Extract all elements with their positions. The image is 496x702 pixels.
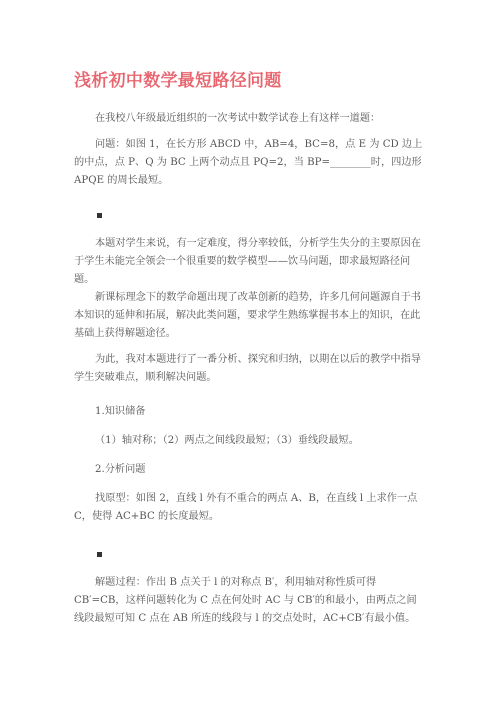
purpose-paragraph: 为此，我对本题进行了一番分析、探究和归纳，以期在以后的教学中指导学生突破难点，顺利解决问题。 [74, 354, 421, 383]
figure-2-placeholder-icon [97, 552, 102, 557]
section-2-heading: 2.分析问题 [95, 464, 146, 475]
figure-1-placeholder-icon [97, 213, 102, 218]
curriculum-paragraph: 新课标理念下的数学命题出现了改革创新的趋势，许多几何问题源自于书本知识的延伸和拓展，解决此类问题，要求学生熟练掌握书本上的知识，在此基础上获得解题途径。 [74, 292, 421, 339]
intro-paragraph: 在我校八年级最近组织的一次考试中数学试卷上有这样一道题： [95, 113, 381, 124]
analysis-paragraph: 本题对学生来说，有一定难度，得分率较低，分析学生失分的主要原因在于学生未能完全领会一个很重要的数学模型——饮马问题，即求最短路径问题。 [74, 238, 421, 285]
section-1-items: （1）轴对称；（2）两点之间线段最短；（3）垂线段最短。 [95, 435, 359, 446]
prototype-paragraph: 找原型：如图 2，直线 l 外有不重合的两点 A、B，在直线 l 上求作一点 C，使得 AC+BC 的长度最短。 [74, 493, 418, 522]
article-title: 浅析初中数学最短路径问题 [74, 71, 282, 91]
solution-paragraph: 解题过程：作出 B 点关于 l 的对称点 B′，利用轴对称性质可得 CB′=CB，这样问题转化为 C 点在何处时 AC 与 CB′的和最小，由两点之间线段最短可知 C 点在 AB 所连的线段与 l 的交点处时，AC+CB′有最小值。 [74, 577, 417, 624]
problem-paragraph: 问题：如图 1，在长方形 ABCD 中，AB=4，BC=8，点 E 为 CD 边上的中点，点 P、Q 为 BC 上两个动点且 PQ=2，当 BP=________时，四边形 APQE 的周长最短。 [74, 139, 423, 186]
section-1-heading: 1.知识储备 [95, 406, 146, 417]
